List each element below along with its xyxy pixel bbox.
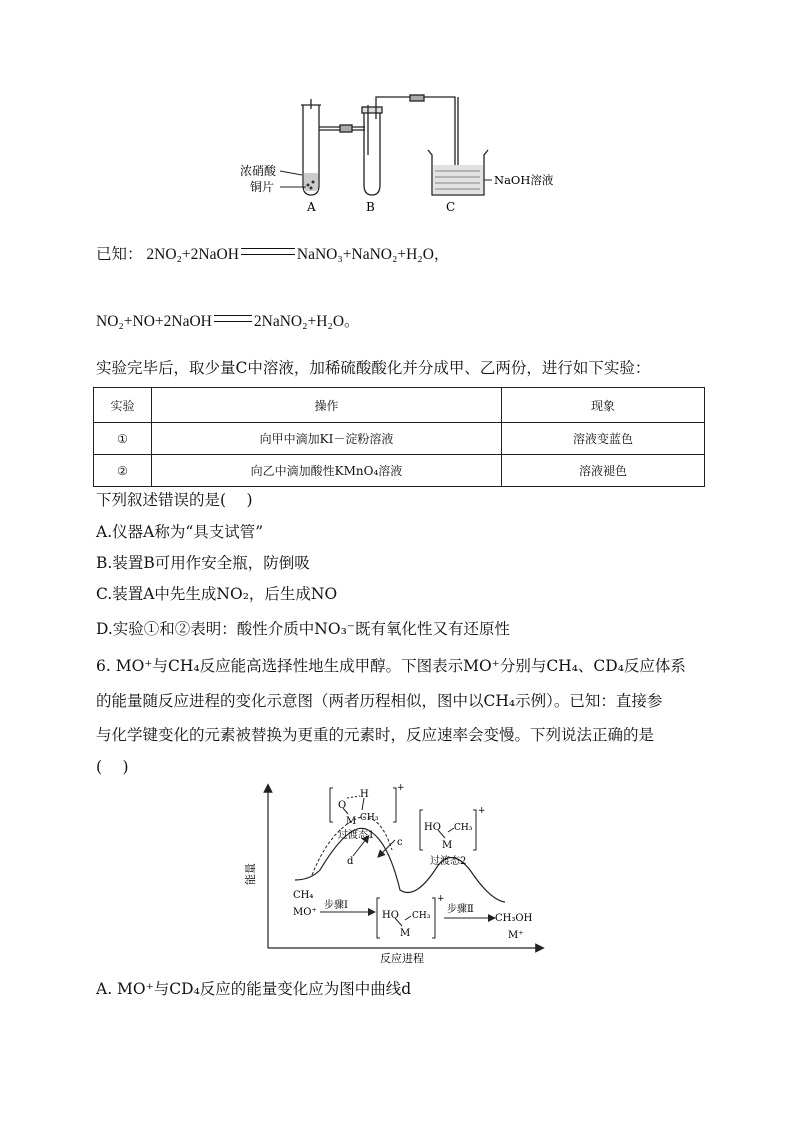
table-row — [94, 455, 705, 487]
label-c: C — [446, 200, 456, 214]
q5-option-a: A.仪器A称为“具支试管” — [96, 523, 264, 541]
svg-text:+: + — [437, 894, 445, 904]
svg-text:+: + — [478, 806, 486, 816]
table-cell: 向乙中滴加酸性KMnO₄溶液 — [152, 455, 502, 487]
svg-text:+: + — [397, 783, 405, 793]
connector-ab — [340, 125, 365, 132]
table-header-row — [94, 388, 705, 423]
table-row — [94, 423, 705, 455]
reactant-mo: MO⁺ — [293, 907, 317, 918]
q6-line2: 的能量随反应进程的变化示意图（两者历程相似，图中以CH₄示例）。已知：直接参 — [96, 692, 663, 710]
table-header: 现象 — [502, 388, 705, 423]
reactant-ch4: CH₄ — [293, 890, 314, 901]
label-naoh: NaOH溶液 — [494, 173, 554, 187]
known-prefix: 已知： — [96, 246, 143, 263]
curve-d-label: d — [347, 856, 354, 867]
svg-text:CH₃: CH₃ — [360, 813, 379, 823]
q5-option-b: B.装置B可用作安全瓶，防倒吸 — [96, 554, 310, 572]
table-cell: ① — [94, 423, 152, 455]
known-eq1 — [96, 242, 449, 264]
eq2-left: NO₂+NO+2NaOH — [96, 313, 212, 330]
svg-text:O: O — [338, 800, 347, 811]
svg-text:CH₃: CH₃ — [454, 823, 473, 833]
step1-label: 步骤Ⅰ — [324, 900, 348, 911]
table-cell: ② — [94, 455, 152, 487]
svg-text:M: M — [442, 840, 453, 851]
product-m: M⁺ — [508, 930, 524, 941]
label-copper: 铜片 — [250, 180, 275, 194]
q5-option-c: C.装置A中先生成NO₂，后生成NO — [96, 585, 338, 603]
svg-text:M: M — [400, 928, 411, 939]
curve-c-label: c — [397, 837, 403, 848]
label-b: B — [366, 200, 375, 214]
label-a: A — [307, 200, 316, 214]
q5-option-d: D.实验①和②表明：酸性介质中NO₃⁻既有氧化性又有还原性 — [96, 620, 510, 638]
energy-diagram — [240, 780, 560, 965]
experiment-table — [93, 387, 705, 487]
equals-sign — [214, 315, 252, 322]
x-axis-label: 反应进程 — [380, 952, 424, 965]
ts2-label: 过渡态2 — [430, 856, 467, 867]
liquid-a — [304, 173, 318, 191]
table-cell: 溶液褪色 — [502, 455, 705, 487]
table-header: 操作 — [152, 388, 502, 423]
svg-text:HO: HO — [424, 822, 441, 833]
table-header: 实验 — [94, 388, 152, 423]
table-cell: 溶液变蓝色 — [502, 423, 705, 455]
product-ch3oh: CH₃OH — [495, 913, 533, 924]
equals-sign — [241, 248, 295, 255]
eq1-right: NaNO₃+NaNO₂+H₂O， — [296, 246, 450, 263]
y-axis-label: 能量 — [244, 863, 257, 885]
step2-label: 步骤Ⅱ — [447, 904, 474, 915]
svg-text:M: M — [346, 816, 357, 827]
svg-text:CH₃: CH₃ — [412, 911, 431, 921]
ts1-label: 过渡态1 — [338, 830, 375, 841]
apparatus-figure — [240, 95, 554, 220]
q6-line3: 与化学键变化的元素被替换为更重的元素时，反应速率会变慢。下列说法正确的是 — [96, 726, 655, 744]
svg-text:HO: HO — [382, 910, 399, 921]
known-eq2 — [96, 309, 360, 331]
svg-text:H: H — [360, 789, 369, 800]
table-cell: 向甲中滴加KI－淀粉溶液 — [152, 423, 502, 455]
eq2-right: 2NaNO₂+H₂O。 — [253, 313, 360, 330]
label-acid: 浓硝酸 — [240, 164, 277, 178]
q6-line1: 6. MO⁺与CH₄反应能高选择性地生成甲醇。下图表示MO⁺分别与CH₄、CD₄反应体系 — [96, 657, 686, 675]
eq1-left: 2NO₂+2NaOH — [146, 246, 239, 263]
q6-line4: ( ) — [96, 758, 129, 776]
intro-text: 实验完毕后，取少量C中溶液，加稀硫酸酸化并分成甲、乙两份，进行如下实验： — [96, 359, 651, 377]
naoh-liquid — [433, 165, 483, 194]
q5-stem: 下列叙述错误的是( ) — [96, 491, 253, 509]
q6-option-a: A. MO⁺与CD₄反应的能量变化应为图中曲线d — [96, 980, 412, 998]
